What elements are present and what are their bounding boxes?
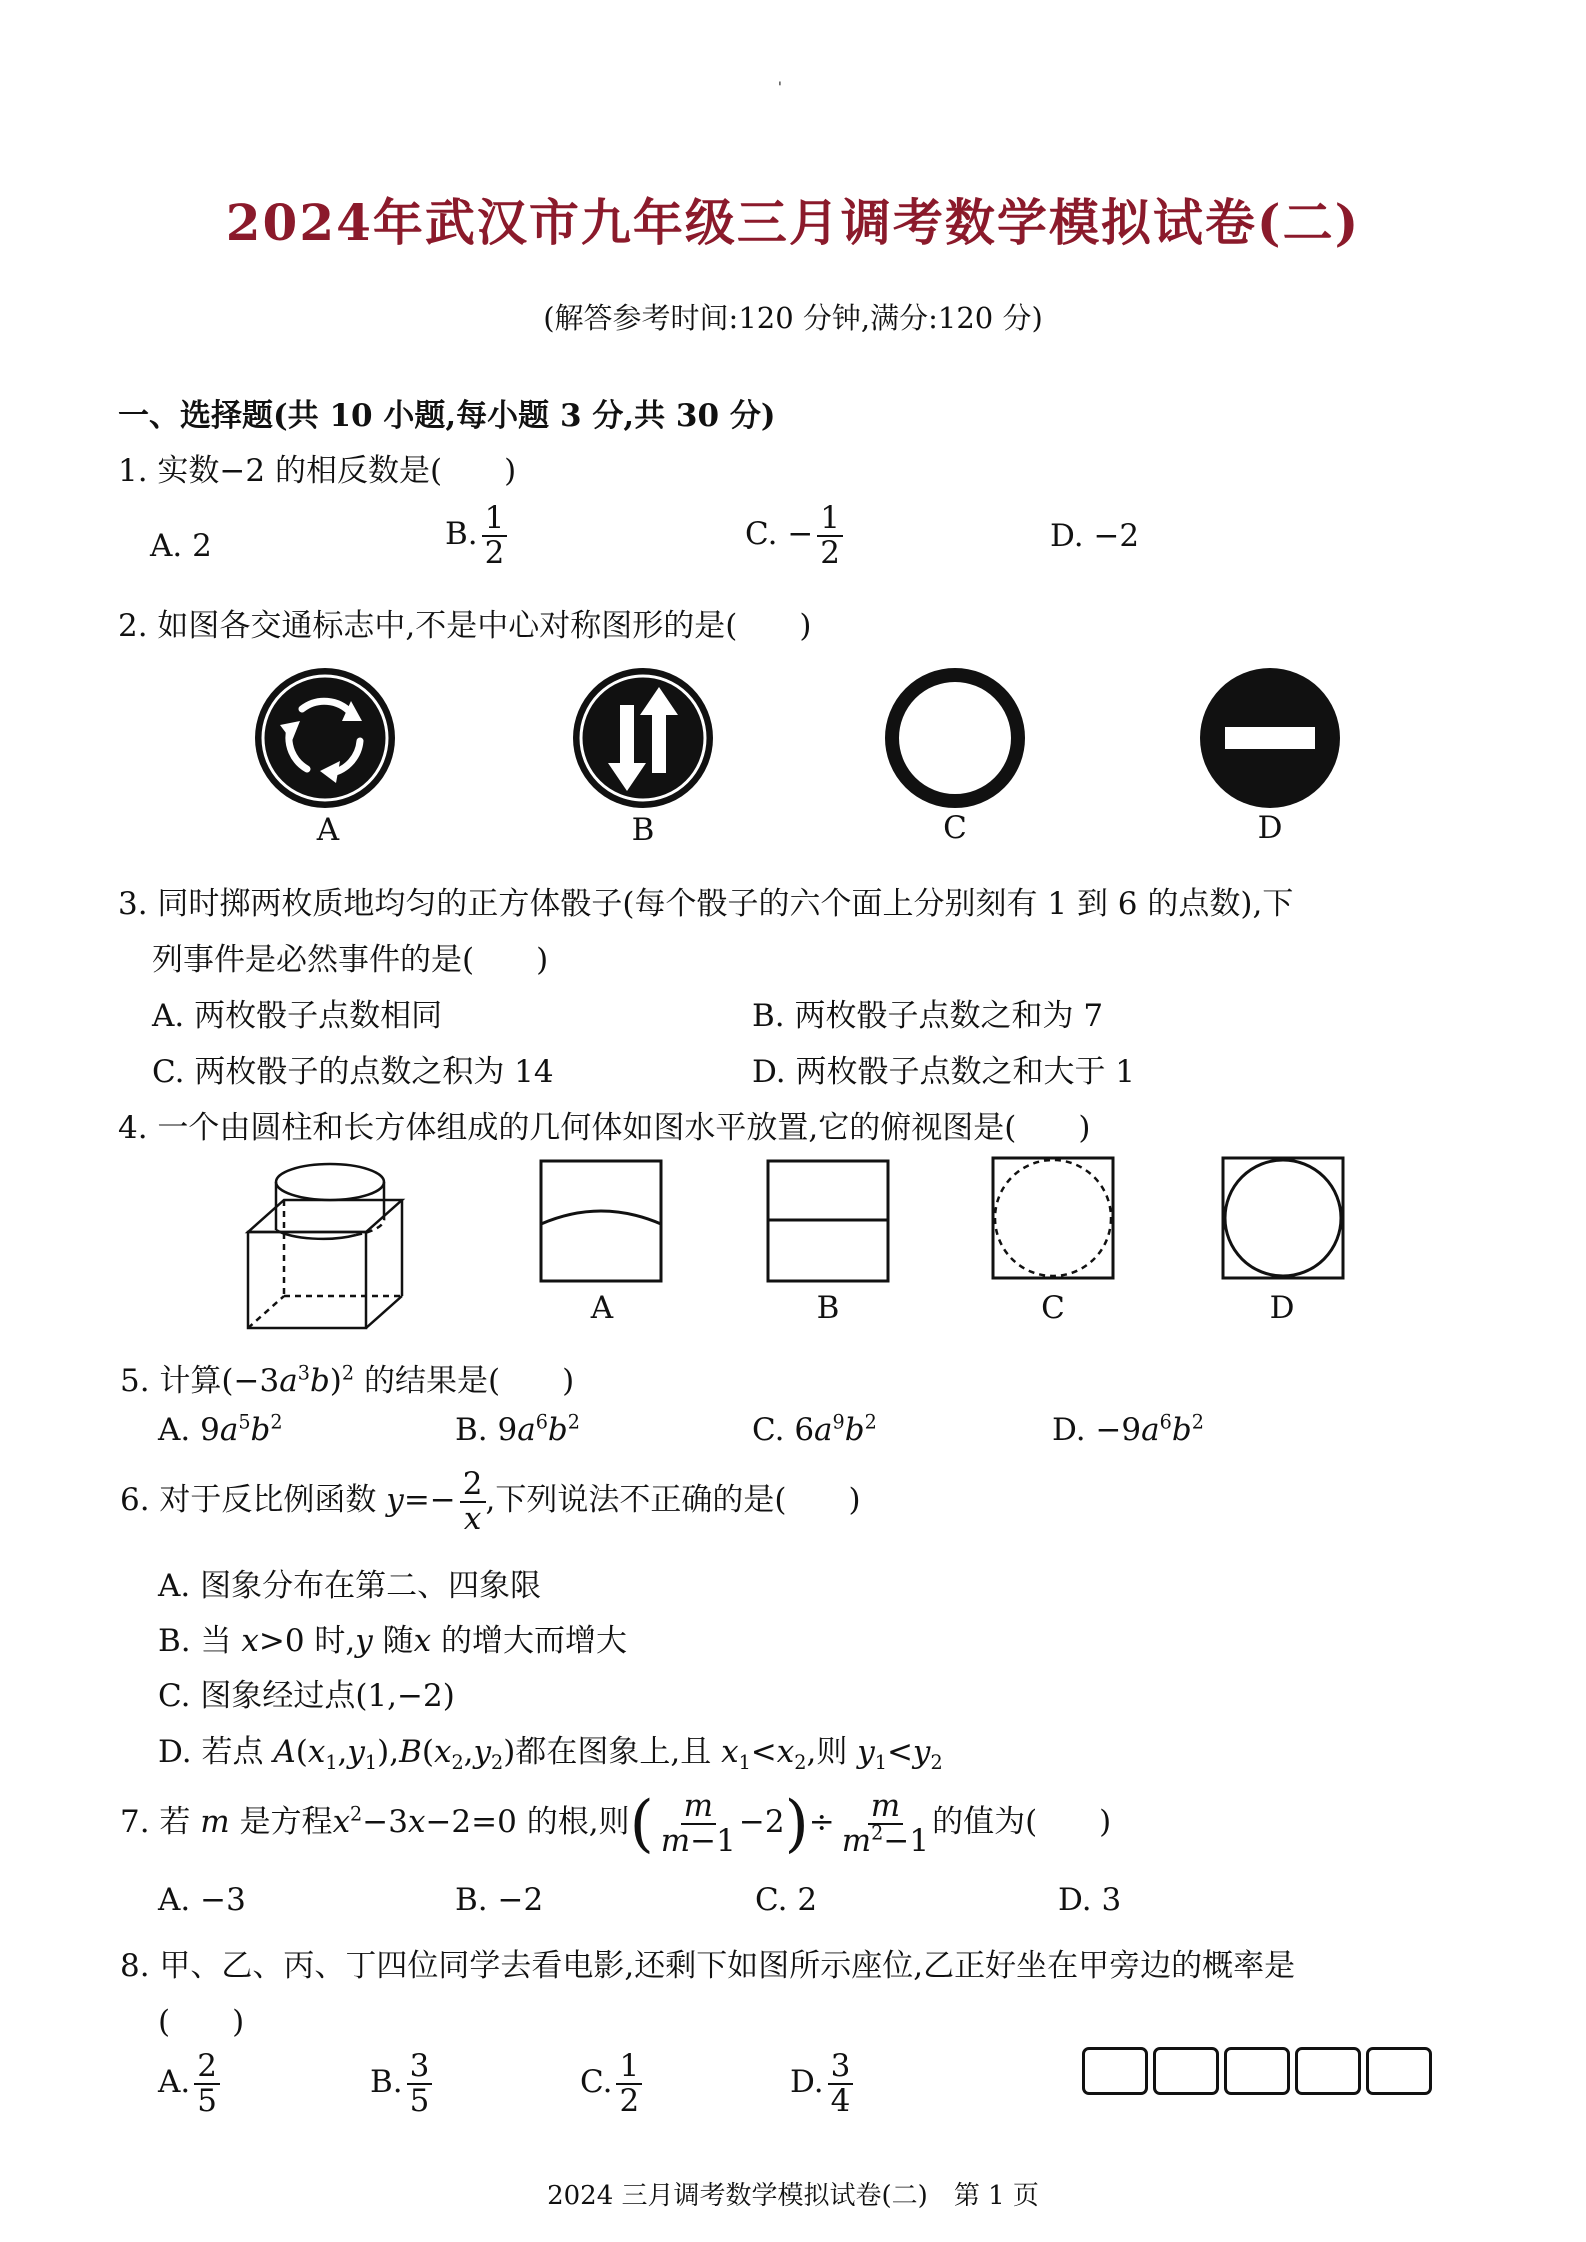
q8-option-c [580,2050,642,2117]
q2-label-d: D [1257,810,1283,846]
fraction-numerator: 3 [828,2050,854,2085]
fraction-denominator: 2 [484,534,505,571]
q5-option-d: D. $-9a^6b^2$ [1052,1410,1204,1448]
q1-option-b-prefix: B. [445,516,478,553]
seat-4 [1295,2047,1361,2095]
q7-divide-sign: ÷ [808,1804,835,1841]
fraction-numerator: 3 [407,2050,433,2085]
q1-option-c [745,502,843,569]
q7-fraction-1 [658,1790,739,1857]
page-mark: ' [778,80,782,96]
q5-option-a-prefix: A. 9 [158,1412,220,1448]
q4-label-c: C [1041,1290,1065,1326]
q8-option-d [790,2050,853,2117]
question-1-stem: 1. 实数−2 的相反数是( ) [118,453,517,489]
no-vehicles-sign-icon [880,663,1030,813]
q7-fraction-2 [839,1790,932,1857]
q8-option-b-fraction [407,2050,433,2117]
q6-option-d-middle: 都在图象上,且 [515,1734,712,1770]
q8-option-b-prefix: B. [370,2064,403,2101]
q7-option-b: B. −2 [455,1882,544,1918]
fraction-numerator: 1 [482,502,508,537]
page-footer: 2024 三月调考数学模拟试卷(二) 第 1 页 [547,2181,1039,2211]
fraction-denominator: 2 [619,2082,640,2119]
q4-label-a: A [590,1290,614,1326]
question-3-stem-line1: 3. 同时掷两枚质地均匀的正方体骰子(每个骰子的六个面上分别刻有 1 到 6 的点数),下 [118,886,1294,922]
q6-stem-suffix: ,下列说法不正确的是( ) [485,1482,861,1519]
q5-stem-suffix: 的结果是( ) [363,1363,575,1399]
q7-stem-prefix: 7. 若 [120,1804,191,1841]
q6-option-b-middle-2: 随 [382,1623,414,1659]
q3-option-d: D. 两枚骰子点数之和大于 1 [752,1054,1136,1090]
fraction-denominator: 2 [820,534,841,571]
seat-3 [1224,2047,1290,2095]
top-view-option-a-icon [538,1158,664,1284]
q7-option-c: C. 2 [755,1882,818,1918]
q6-option-b-suffix: 的增大而增大 [440,1623,627,1659]
q3-option-b: B. 两枚骰子点数之和为 7 [752,998,1104,1034]
q7-stem-suffix: 的值为( ) [932,1804,1112,1841]
fraction-numerator: m [868,1790,903,1825]
q6-option-b: B. 当 x>0 时,y 随x 的增大而增大 [158,1623,627,1659]
question-3-stem-line2: 列事件是必然事件的是( ) [152,942,549,978]
seat-2 [1153,2047,1219,2095]
q8-option-a-prefix: A. [158,2064,191,2101]
seat-5 [1366,2047,1432,2095]
q8-option-c-prefix: C. [580,2064,613,2101]
q8-option-d-fraction [828,2050,854,2117]
q6-option-c: C. 图象经过点(1,−2) [158,1678,455,1714]
q7-option-d: D. 3 [1058,1882,1122,1918]
question-8-stem-line1: 8. 甲、乙、丙、丁四位同学去看电影,还剩下如图所示座位,乙正好坐在甲旁边的概率是 [120,1948,1296,1984]
question-4-stem: 4. 一个由圆柱和长方体组成的几何体如图水平放置,它的俯视图是( ) [118,1110,1091,1146]
cylinder-on-box-solid-icon [240,1160,410,1340]
question-7-stem: 7. 若 m 是方程$x^2-3x-2=0$ 的根,则( $\frac{m}{m-1}$ −2)÷ $\frac{m}{m^2-1}$ 的值为( ) [120,1786,1112,1860]
q6-option-b-middle-1: >0 时, [258,1623,356,1659]
q6-option-d-then: ,则 [806,1734,848,1770]
section-heading: 一、选择题(共 10 小题,每小题 3 分,共 30 分) [118,398,776,434]
q5-option-c: C. $6a^9b^2$ [752,1410,877,1448]
no-entry-sign-icon [1195,663,1345,813]
seat-1 [1082,2047,1148,2095]
q7-stem-middle-2: −3 [362,1804,408,1841]
q1-option-c-prefix: C. − [745,516,814,553]
q8-option-a-fraction [194,2050,220,2117]
question-2-stem: 2. 如图各交通标志中,不是中心对称图形的是( ) [118,608,812,644]
q2-label-a: A [316,812,340,848]
q8-option-a [158,2050,220,2117]
question-6-stem: 6. 对于反比例函数 y=− $\frac{2}{x}$ ,下列说法不正确的是( ) [120,1466,861,1537]
q2-label-b: B [631,812,655,848]
q8-option-c-fraction [616,2050,642,2117]
q5-stem-prefix: 5. 计算(−3 [120,1363,280,1399]
q1-option-b-fraction [482,502,508,569]
q5-option-d-prefix: D. −9 [1052,1412,1142,1448]
fraction-numerator: 2 [460,1468,486,1503]
q6-option-d: D. 若点 $A(x_1,y_1),B(x_2,y_2)$都在图象上,且 $x_1<x_2$,则 $y_1<y_2$ [158,1734,943,1775]
page-title: 2024年武汉市九年级三月调考数学模拟试卷(二) [225,193,1361,252]
q8-option-b [370,2050,432,2117]
fraction-numerator: 2 [194,2050,220,2085]
q1-option-d: D. −2 [1050,518,1140,554]
q1-option-c-fraction [817,502,843,569]
q5-option-b: B. $9a^6b^2$ [455,1410,580,1448]
fraction-denominator: x [463,1500,482,1537]
q5-option-c-prefix: C. 6 [752,1412,815,1448]
q7-minus-two: −2 [738,1804,785,1841]
q3-option-a: A. 两枚骰子点数相同 [152,998,443,1034]
q7-option-a: A. −3 [158,1882,246,1918]
fraction-numerator: 1 [616,2050,642,2085]
q6-option-b-prefix: B. 当 [158,1623,232,1659]
fraction-denominator: 5 [409,2082,430,2119]
question-5-stem: 5. 计算$(-3a^3b)^2$ 的结果是( ) [120,1361,575,1399]
fraction-numerator: 1 [817,502,843,537]
q6-option-a: A. 图象分布在第二、四象限 [158,1568,542,1604]
two-way-traffic-sign-icon [568,663,718,813]
q7-stem-middle-3: −2=0 的根,则 [425,1804,630,1841]
q6-fraction [460,1468,486,1535]
q5-option-b-prefix: B. 9 [455,1412,518,1448]
page-subtitle: (解答参考时间:120 分钟,满分:120 分) [543,301,1043,335]
q4-label-b: B [816,1290,840,1326]
q3-option-c: C. 两枚骰子的点数之积为 14 [152,1054,554,1090]
q1-option-b [445,502,507,569]
top-view-option-b-icon [765,1158,891,1284]
roundabout-sign-icon [250,663,400,813]
q2-label-c: C [943,810,967,846]
question-8-stem-line2: ( ) [158,2004,245,2040]
fraction-denominator: 4 [830,2082,851,2119]
q6-stem-prefix: 6. 对于反比例函数 [120,1482,377,1519]
top-view-option-c-icon [990,1155,1116,1281]
fraction-denominator: 5 [197,2082,217,2119]
fraction-numerator: m [681,1790,716,1825]
q6-option-d-prefix: D. 若点 [158,1734,264,1770]
fraction-denominator: m−1 [660,1822,736,1859]
q7-stem-middle: 是方程 [239,1804,333,1841]
q1-option-a: A. 2 [150,528,212,564]
top-view-option-d-icon [1220,1155,1346,1281]
q5-option-a: A. $9a^5b^2$ [158,1410,283,1448]
q8-option-d-prefix: D. [790,2064,824,2101]
q4-label-d: D [1269,1290,1295,1326]
fraction-denominator: $m^2-1$ [841,1821,930,1859]
